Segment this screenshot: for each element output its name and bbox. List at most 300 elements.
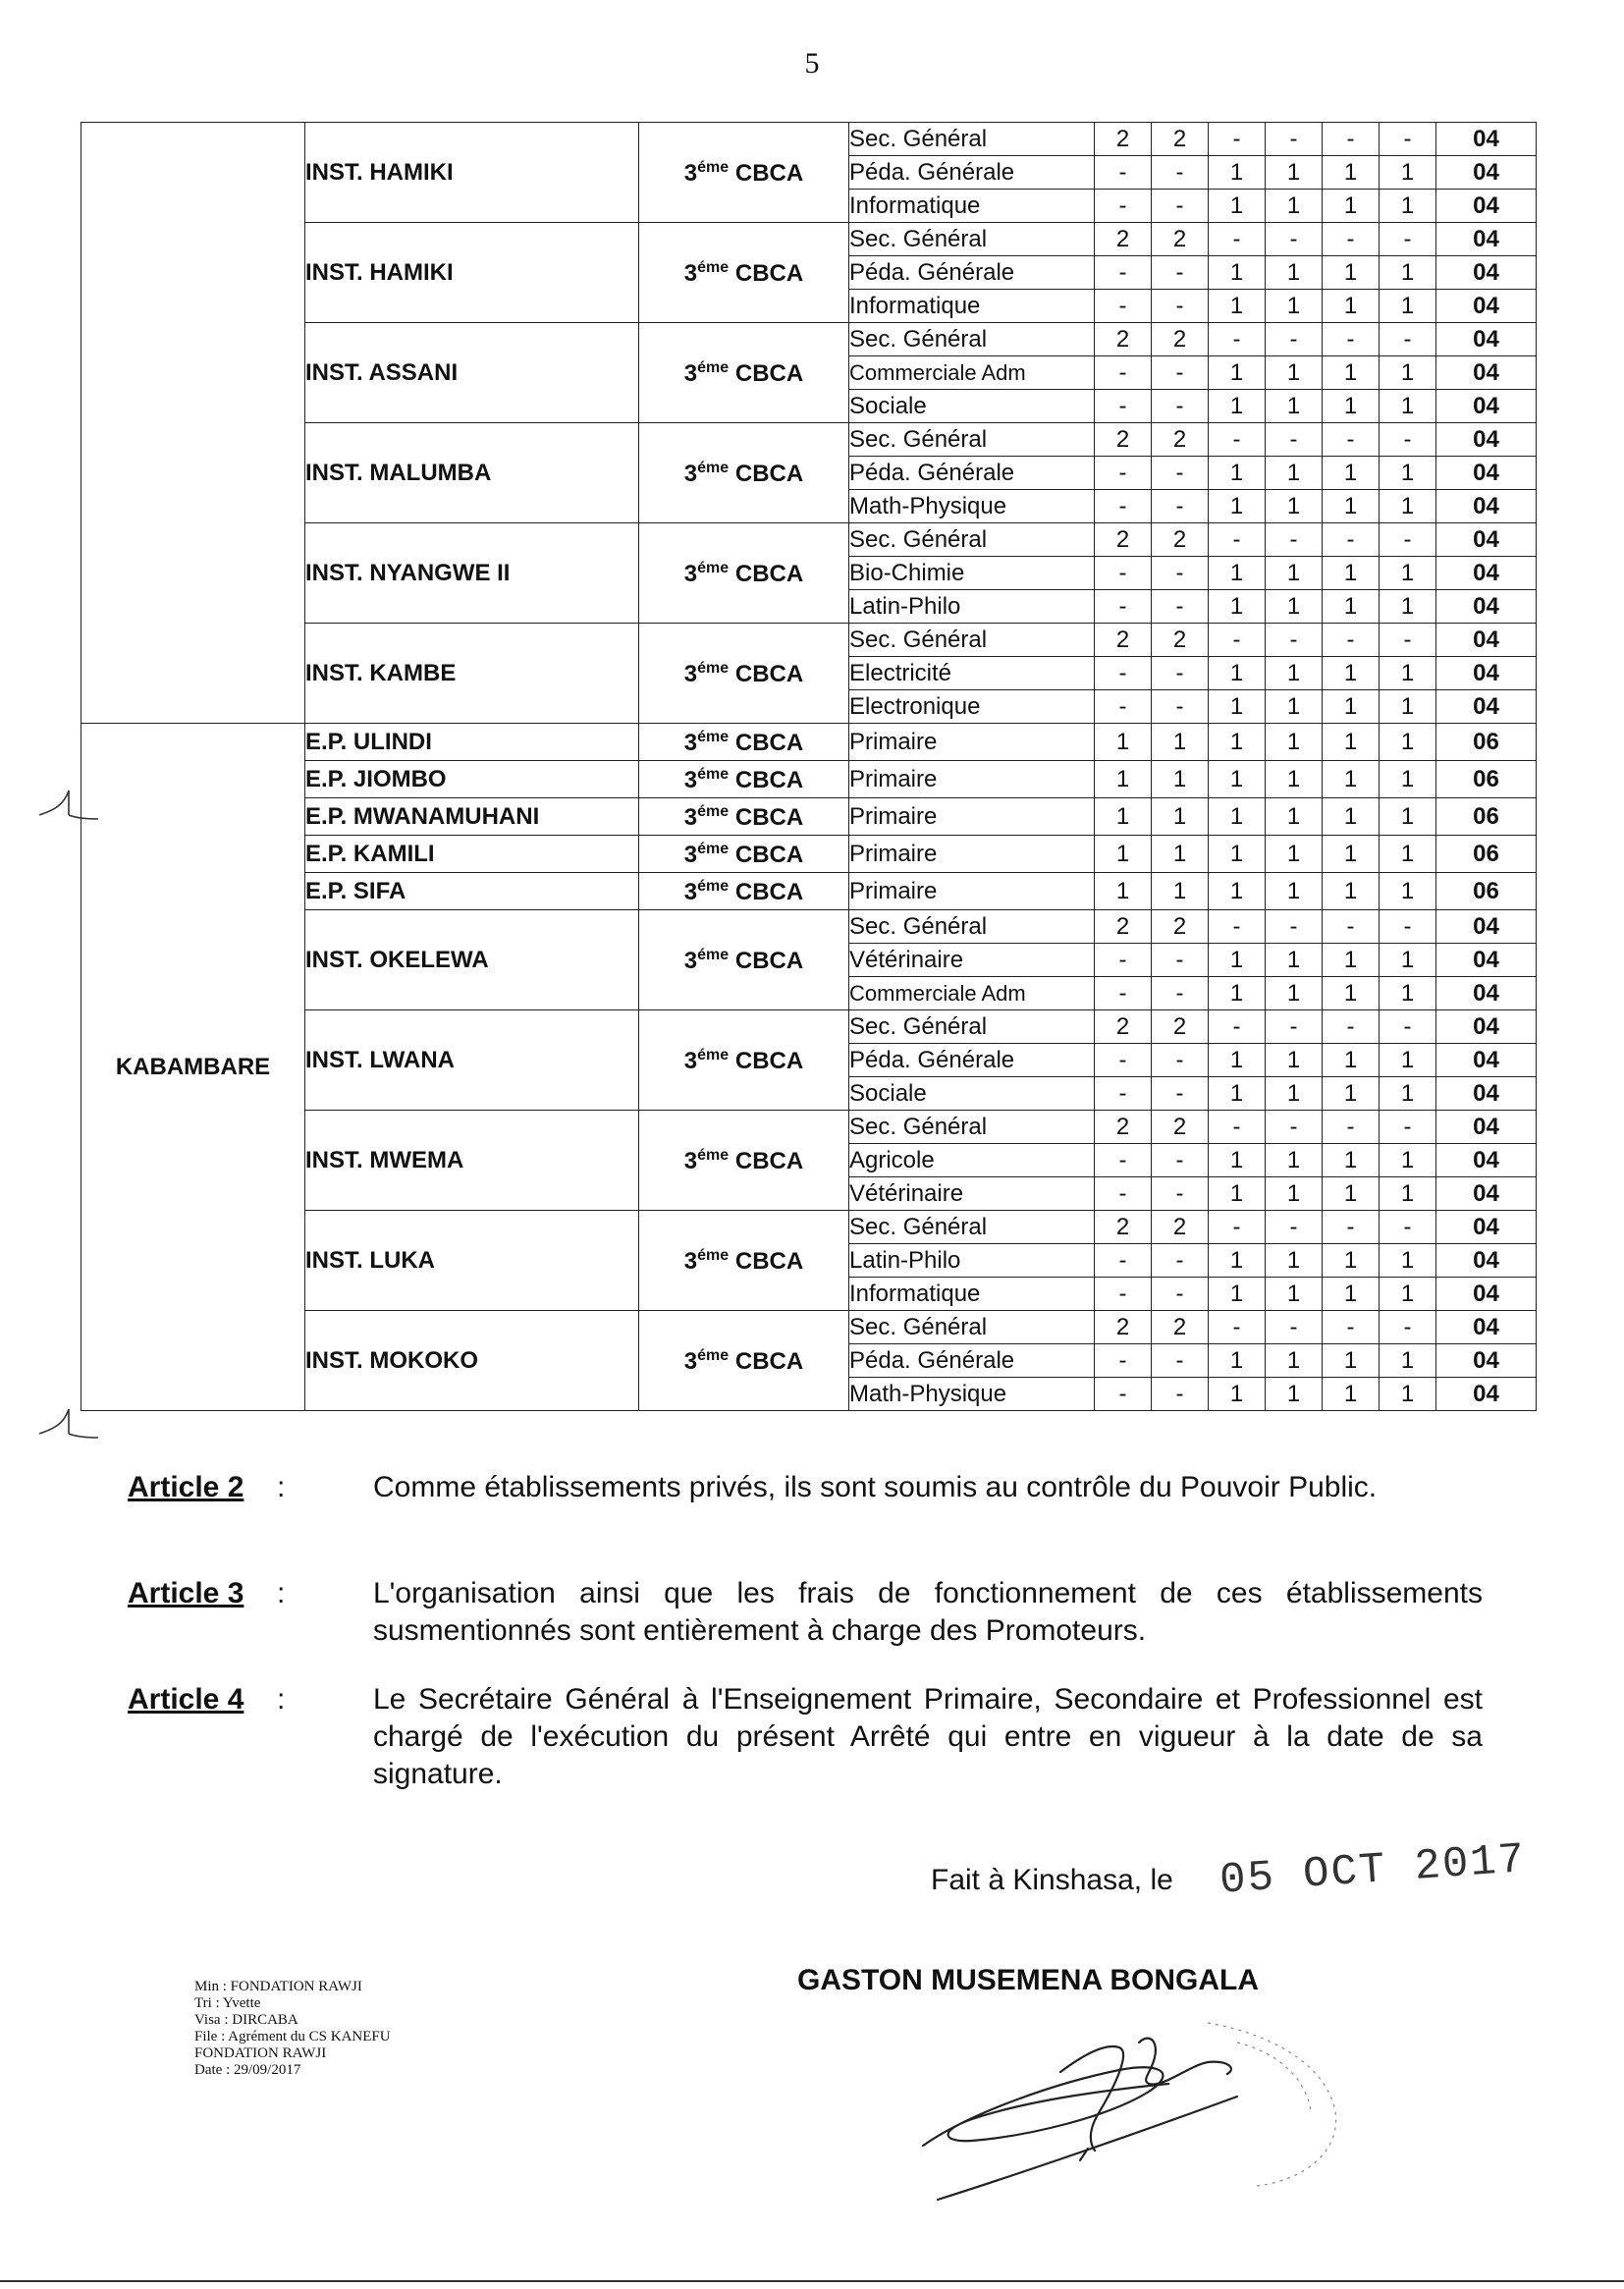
level-number: 3	[683, 1347, 698, 1375]
routing-line: Tri : Yvette	[194, 1995, 261, 2011]
count-cell: 2	[1095, 1010, 1152, 1044]
count-cell: 2	[1152, 1211, 1209, 1244]
option-name: Bio-Chimie	[849, 557, 1095, 590]
count-cell: -	[1095, 1378, 1152, 1411]
count-cell: 1	[1209, 977, 1266, 1010]
count-cell: 1	[1380, 557, 1436, 590]
count-cell: 1	[1323, 1278, 1380, 1311]
count-cell: 1	[1266, 1344, 1323, 1378]
count-cell: 1	[1209, 457, 1266, 490]
count-cell: -	[1323, 910, 1380, 944]
level-suffix: éme	[697, 728, 730, 745]
count-cell: 1	[1209, 798, 1266, 836]
routing-line: FONDATION RAWJI	[194, 2045, 327, 2061]
count-cell: -	[1323, 123, 1380, 156]
count-cell: -	[1266, 1111, 1323, 1144]
count-cell: 1	[1380, 761, 1436, 798]
school-name: INST. HAMIKI	[305, 223, 639, 323]
level-name: CBCA	[734, 1147, 804, 1174]
place-date-line: Fait à Kinshasa, le	[931, 1864, 1173, 1896]
count-cell: 2	[1152, 423, 1209, 457]
count-cell: -	[1209, 323, 1266, 356]
count-cell: -	[1095, 190, 1152, 223]
count-cell: 2	[1152, 1111, 1209, 1144]
count-cell: 1	[1209, 490, 1266, 523]
level-suffix: éme	[697, 1246, 730, 1264]
count-cell: 1	[1380, 156, 1436, 190]
option-name: Latin-Philo	[849, 1244, 1095, 1278]
count-cell: -	[1152, 190, 1209, 223]
count-cell: 1	[1323, 873, 1380, 910]
total-cell: 04	[1436, 490, 1537, 523]
option-name: Péda. Générale	[849, 457, 1095, 490]
level-cell	[639, 1010, 849, 1111]
count-cell: 1	[1380, 1044, 1436, 1077]
count-cell: 1	[1209, 836, 1266, 873]
level-number: 3	[683, 359, 698, 387]
count-cell: -	[1095, 356, 1152, 390]
level-name: CBCA	[734, 159, 804, 187]
total-cell: 04	[1436, 1044, 1537, 1077]
count-cell: -	[1209, 223, 1266, 256]
count-cell: -	[1266, 1211, 1323, 1244]
level-suffix: éme	[697, 459, 730, 476]
count-cell: 1	[1095, 836, 1152, 873]
count-cell: -	[1323, 1311, 1380, 1344]
option-name: Sec. Général	[849, 423, 1095, 457]
count-cell: -	[1209, 1211, 1266, 1244]
count-cell: -	[1095, 1177, 1152, 1211]
count-cell: 1	[1209, 1144, 1266, 1177]
count-cell: -	[1095, 1344, 1152, 1378]
count-cell: -	[1266, 523, 1323, 557]
count-cell: 1	[1209, 1378, 1266, 1411]
count-cell: 1	[1323, 657, 1380, 690]
count-cell: -	[1152, 390, 1209, 423]
count-cell: 1	[1266, 1177, 1323, 1211]
count-cell: 1	[1266, 356, 1323, 390]
count-cell: 1	[1323, 190, 1380, 223]
count-cell: 1	[1323, 156, 1380, 190]
count-cell: 2	[1095, 1211, 1152, 1244]
count-cell: 1	[1266, 873, 1323, 910]
total-cell: 06	[1436, 798, 1537, 836]
level-cell	[639, 836, 849, 873]
count-cell: 2	[1095, 1311, 1152, 1344]
level-suffix: éme	[697, 659, 730, 677]
count-cell: 2	[1095, 123, 1152, 156]
count-cell: -	[1095, 977, 1152, 1010]
count-cell: 1	[1266, 256, 1323, 290]
count-cell: 1	[1323, 724, 1380, 761]
option-name: Sec. Général	[849, 1111, 1095, 1144]
level-cell	[639, 123, 849, 223]
count-cell: 1	[1266, 1144, 1323, 1177]
count-cell: 2	[1152, 1010, 1209, 1044]
option-name: Sociale	[849, 1077, 1095, 1111]
count-cell: -	[1152, 1044, 1209, 1077]
page-number: 5	[804, 47, 820, 80]
count-cell: -	[1209, 1111, 1266, 1144]
total-cell: 04	[1436, 910, 1537, 944]
count-cell: -	[1209, 423, 1266, 457]
count-cell: -	[1323, 223, 1380, 256]
count-cell: 1	[1209, 724, 1266, 761]
count-cell: -	[1380, 1010, 1436, 1044]
count-cell: 1	[1380, 657, 1436, 690]
school-name: INST. LUKA	[305, 1211, 639, 1311]
level-name: CBCA	[734, 803, 804, 831]
school-name: E.P. SIFA	[305, 873, 639, 910]
total-cell: 04	[1436, 1010, 1537, 1044]
count-cell: -	[1095, 457, 1152, 490]
count-cell: 1	[1380, 873, 1436, 910]
count-cell: 1	[1266, 1077, 1323, 1111]
option-name: Informatique	[849, 1278, 1095, 1311]
count-cell: -	[1380, 1211, 1436, 1244]
count-cell: -	[1266, 223, 1323, 256]
count-cell: 1	[1209, 290, 1266, 323]
count-cell: 1	[1209, 256, 1266, 290]
option-name: Sociale	[849, 390, 1095, 423]
count-cell: 1	[1323, 557, 1380, 590]
count-cell: -	[1095, 657, 1152, 690]
routing-line: Visa : DIRCABA	[194, 2012, 298, 2028]
total-cell: 04	[1436, 1244, 1537, 1278]
count-cell: 1	[1209, 690, 1266, 724]
count-cell: -	[1380, 523, 1436, 557]
option-name: Primaire	[849, 873, 1095, 910]
count-cell: 1	[1209, 590, 1266, 624]
count-cell: -	[1095, 1244, 1152, 1278]
article-colon: :	[277, 1577, 286, 1609]
count-cell: 1	[1209, 1044, 1266, 1077]
total-cell: 04	[1436, 390, 1537, 423]
level-cell	[639, 323, 849, 423]
count-cell: 1	[1266, 977, 1323, 1010]
level-name: CBCA	[734, 1347, 804, 1375]
level-cell	[639, 724, 849, 761]
level-cell	[639, 1111, 849, 1211]
option-name: Péda. Générale	[849, 1344, 1095, 1378]
option-name: Informatique	[849, 290, 1095, 323]
count-cell: 1	[1380, 1177, 1436, 1211]
count-cell: -	[1152, 256, 1209, 290]
article-label: Article 4	[128, 1683, 244, 1716]
count-cell: 1	[1095, 724, 1152, 761]
count-cell: 1	[1209, 873, 1266, 910]
count-cell: -	[1152, 1144, 1209, 1177]
count-cell: 2	[1152, 123, 1209, 156]
count-cell: 1	[1266, 490, 1323, 523]
option-name: Primaire	[849, 836, 1095, 873]
count-cell: -	[1323, 624, 1380, 657]
total-cell: 04	[1436, 356, 1537, 390]
count-cell: 1	[1209, 1244, 1266, 1278]
count-cell: -	[1095, 1044, 1152, 1077]
count-cell: 1	[1323, 977, 1380, 1010]
level-name: CBCA	[734, 947, 804, 974]
count-cell: 1	[1323, 1144, 1380, 1177]
level-name: CBCA	[734, 359, 804, 387]
province-cell-empty	[81, 123, 305, 724]
article-text: Comme établissements privés, ils sont soumis au contrôle du Pouvoir Public.	[373, 1471, 1378, 1503]
option-name: Commerciale Adm	[849, 977, 1095, 1010]
count-cell: 1	[1266, 798, 1323, 836]
total-cell: 04	[1436, 1177, 1537, 1211]
count-cell: 2	[1152, 323, 1209, 356]
total-cell: 04	[1436, 1211, 1537, 1244]
count-cell: -	[1380, 624, 1436, 657]
count-cell: 1	[1095, 798, 1152, 836]
count-cell: -	[1152, 1077, 1209, 1111]
count-cell: 1	[1380, 390, 1436, 423]
level-suffix: éme	[697, 946, 730, 963]
count-cell: 1	[1323, 1244, 1380, 1278]
count-cell: -	[1380, 323, 1436, 356]
level-suffix: éme	[697, 840, 730, 857]
option-name: Primaire	[849, 798, 1095, 836]
routing-line: Date : 29/09/2017	[194, 2062, 301, 2078]
article-colon: :	[277, 1471, 286, 1503]
total-cell: 04	[1436, 977, 1537, 1010]
handwritten-signature	[913, 2003, 1424, 2219]
binding-mark	[39, 1404, 98, 1444]
count-cell: -	[1266, 1311, 1323, 1344]
count-cell: -	[1152, 1344, 1209, 1378]
level-name: CBCA	[734, 729, 804, 756]
count-cell: 1	[1266, 690, 1323, 724]
school-name: E.P. ULINDI	[305, 724, 639, 761]
total-cell: 04	[1436, 523, 1537, 557]
count-cell: -	[1095, 156, 1152, 190]
total-cell: 04	[1436, 557, 1537, 590]
count-cell: 2	[1095, 624, 1152, 657]
count-cell: 1	[1380, 977, 1436, 1010]
total-cell: 04	[1436, 1111, 1537, 1144]
count-cell: 1	[1209, 1077, 1266, 1111]
total-cell: 04	[1436, 156, 1537, 190]
count-cell: -	[1209, 1010, 1266, 1044]
count-cell: 1	[1209, 657, 1266, 690]
count-cell: -	[1152, 1378, 1209, 1411]
count-cell: -	[1095, 490, 1152, 523]
count-cell: 1	[1323, 590, 1380, 624]
schools-table	[81, 122, 1537, 1411]
count-cell: 1	[1266, 724, 1323, 761]
count-cell: -	[1380, 423, 1436, 457]
count-cell: 1	[1380, 798, 1436, 836]
count-cell: -	[1380, 1311, 1436, 1344]
level-name: CBCA	[734, 1247, 804, 1275]
count-cell: 1	[1266, 836, 1323, 873]
count-cell: 1	[1209, 944, 1266, 977]
total-cell: 04	[1436, 190, 1537, 223]
total-cell: 04	[1436, 1144, 1537, 1177]
option-name: Electricité	[849, 657, 1095, 690]
level-number: 3	[683, 878, 698, 905]
total-cell: 04	[1436, 624, 1537, 657]
count-cell: -	[1323, 423, 1380, 457]
school-name: INST. MOKOKO	[305, 1311, 639, 1411]
school-name: INST. NYANGWE II	[305, 523, 639, 624]
article-label: Article 3	[128, 1577, 244, 1609]
count-cell: 2	[1152, 223, 1209, 256]
table-row	[81, 123, 1537, 156]
count-cell: -	[1266, 1010, 1323, 1044]
level-suffix: éme	[697, 1346, 730, 1364]
total-cell: 04	[1436, 944, 1537, 977]
count-cell: 1	[1095, 761, 1152, 798]
count-cell: -	[1152, 1278, 1209, 1311]
total-cell: 06	[1436, 836, 1537, 873]
count-cell: 1	[1095, 873, 1152, 910]
count-cell: 1	[1266, 761, 1323, 798]
level-number: 3	[683, 803, 698, 831]
option-name: Péda. Générale	[849, 256, 1095, 290]
level-suffix: éme	[697, 559, 730, 576]
count-cell: -	[1266, 423, 1323, 457]
total-cell: 04	[1436, 290, 1537, 323]
count-cell: -	[1380, 123, 1436, 156]
count-cell: 1	[1209, 156, 1266, 190]
level-name: CBCA	[734, 560, 804, 587]
count-cell: 1	[1152, 836, 1209, 873]
level-name: CBCA	[734, 878, 804, 905]
level-number: 3	[683, 729, 698, 756]
option-name: Sec. Général	[849, 123, 1095, 156]
option-name: Sec. Général	[849, 223, 1095, 256]
count-cell: 1	[1209, 1344, 1266, 1378]
count-cell: 1	[1323, 1177, 1380, 1211]
option-name: Sec. Général	[849, 1010, 1095, 1044]
signatory-name: GASTON MUSEMENA BONGALA	[797, 1964, 1260, 1996]
count-cell: 1	[1266, 457, 1323, 490]
count-cell: -	[1323, 523, 1380, 557]
option-name: Primaire	[849, 724, 1095, 761]
count-cell: 1	[1152, 873, 1209, 910]
count-cell: -	[1209, 523, 1266, 557]
total-cell: 04	[1436, 657, 1537, 690]
option-name: Informatique	[849, 190, 1095, 223]
option-name: Commerciale Adm	[849, 356, 1095, 390]
count-cell: 1	[1323, 1378, 1380, 1411]
level-number: 3	[683, 159, 698, 187]
count-cell: 1	[1209, 1278, 1266, 1311]
count-cell: -	[1152, 657, 1209, 690]
count-cell: -	[1152, 590, 1209, 624]
article-colon: :	[277, 1683, 286, 1716]
level-number: 3	[683, 1147, 698, 1174]
total-cell: 04	[1436, 1311, 1537, 1344]
count-cell: -	[1209, 624, 1266, 657]
count-cell: -	[1152, 1177, 1209, 1211]
option-name: Latin-Philo	[849, 590, 1095, 624]
level-number: 3	[683, 947, 698, 974]
level-cell	[639, 798, 849, 836]
count-cell: 1	[1380, 290, 1436, 323]
count-cell: 1	[1380, 1378, 1436, 1411]
count-cell: 1	[1380, 944, 1436, 977]
count-cell: -	[1152, 1244, 1209, 1278]
total-cell: 06	[1436, 724, 1537, 761]
level-suffix: éme	[697, 158, 730, 176]
school-name: INST. KAMBE	[305, 624, 639, 724]
count-cell: 1	[1266, 1244, 1323, 1278]
level-number: 3	[683, 766, 698, 793]
level-number: 3	[683, 1047, 698, 1074]
option-name: Sec. Général	[849, 523, 1095, 557]
total-cell: 04	[1436, 323, 1537, 356]
level-number: 3	[683, 259, 698, 287]
page-bottom-rule	[0, 2280, 1624, 2282]
option-name: Sec. Général	[849, 910, 1095, 944]
count-cell: -	[1095, 256, 1152, 290]
count-cell: -	[1209, 910, 1266, 944]
option-name: Sec. Général	[849, 323, 1095, 356]
level-cell	[639, 624, 849, 724]
option-name: Electronique	[849, 690, 1095, 724]
count-cell: 1	[1323, 290, 1380, 323]
count-cell: 1	[1323, 1344, 1380, 1378]
count-cell: -	[1209, 1311, 1266, 1344]
level-cell	[639, 523, 849, 624]
count-cell: 1	[1380, 1144, 1436, 1177]
count-cell: -	[1095, 944, 1152, 977]
routing-line: Min : FONDATION RAWJI	[194, 1979, 362, 1994]
level-number: 3	[683, 660, 698, 687]
level-cell	[639, 761, 849, 798]
level-cell	[639, 910, 849, 1010]
article-label: Article 2	[128, 1471, 244, 1503]
count-cell: 1	[1323, 944, 1380, 977]
province-cell: KABAMBARE	[81, 724, 305, 1411]
count-cell: 1	[1209, 1177, 1266, 1211]
count-cell: -	[1266, 910, 1323, 944]
count-cell: 2	[1095, 423, 1152, 457]
count-cell: 1	[1266, 290, 1323, 323]
level-name: CBCA	[734, 660, 804, 687]
option-name: Sec. Général	[849, 1311, 1095, 1344]
school-name: INST. LWANA	[305, 1010, 639, 1111]
count-cell: 1	[1266, 944, 1323, 977]
option-name: Math-Physique	[849, 1378, 1095, 1411]
level-cell	[639, 423, 849, 523]
schools-table-body	[81, 123, 1537, 1411]
count-cell: -	[1380, 1111, 1436, 1144]
count-cell: -	[1266, 123, 1323, 156]
count-cell: 1	[1380, 190, 1436, 223]
count-cell: 2	[1152, 910, 1209, 944]
option-name: Péda. Générale	[849, 156, 1095, 190]
total-cell: 04	[1436, 590, 1537, 624]
count-cell: -	[1095, 1144, 1152, 1177]
count-cell: 1	[1380, 590, 1436, 624]
count-cell: -	[1152, 156, 1209, 190]
count-cell: -	[1323, 1211, 1380, 1244]
count-cell: 1	[1266, 557, 1323, 590]
count-cell: 1	[1380, 356, 1436, 390]
count-cell: -	[1152, 457, 1209, 490]
count-cell: -	[1323, 1111, 1380, 1144]
count-cell: 2	[1152, 523, 1209, 557]
count-cell: -	[1380, 910, 1436, 944]
level-name: CBCA	[734, 460, 804, 487]
routing-note	[194, 1979, 391, 2079]
count-cell: 1	[1323, 1044, 1380, 1077]
count-cell: 1	[1266, 1278, 1323, 1311]
option-name: Math-Physique	[849, 490, 1095, 523]
